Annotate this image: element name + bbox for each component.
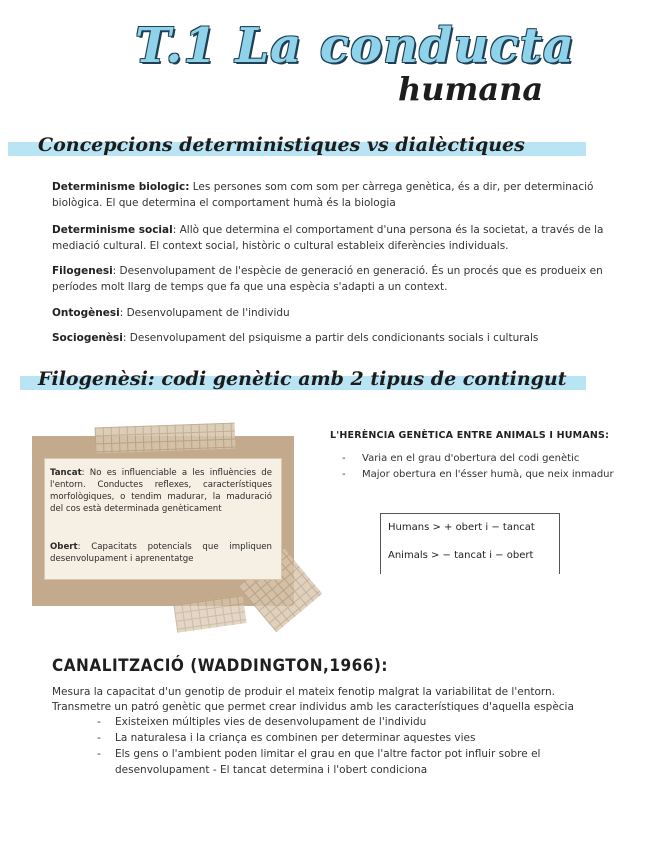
definition-text: : Desenvolupament de l'espècie de generació en generació. És un procés que es produeix en períodes molt llarg de temps que fa que una espècia s'adapti a un context. xyxy=(52,265,603,293)
list-item: - Existeixen múltiples vies de desenvolupament de l'individu xyxy=(97,714,577,730)
term: Determinisme biologic: xyxy=(52,181,190,193)
definition-text: Les persones som com som per càrrega genètica, és a dir, per determinació biològica. El que determina el comportament humà és la biologia xyxy=(52,181,594,209)
page-title: T.1 La conducta xyxy=(135,18,576,74)
definition-determinisme-biologic xyxy=(52,179,607,211)
list-item: - Els gens o l'ambient poden limitar el grau en que l'altre factor pot influir sobre el desenvolupament - El tancat determina i l'obert condiciona xyxy=(97,746,577,778)
heritage-heading: L'HERÈNCIA GENÈTICA ENTRE ANIMALS I HUMANS: xyxy=(330,430,610,441)
note-text: : Capacitats potencials que impliquen desenvolupament i aprenentatge xyxy=(50,542,272,564)
list-item: - La naturalesa i la criança es combinen per determinar aquestes vies xyxy=(97,730,577,746)
list-item: - Major obertura en l'ésser humà, que neix inmadur xyxy=(340,467,640,483)
term: Tancat xyxy=(50,468,82,478)
term: Obert xyxy=(50,542,78,552)
paragraph-line: Transmetre un patró genètic que permet crear individus amb les característiques d'aquella espècia xyxy=(52,701,574,713)
definition-determinisme-social xyxy=(52,222,607,254)
heritage-list xyxy=(340,451,640,483)
tape-decoration xyxy=(95,423,236,454)
table-row: Humans > + obert i − tancat xyxy=(388,522,535,533)
definition-filogenesi xyxy=(52,263,607,295)
table-row: Animals > − tancat i − obert xyxy=(388,550,534,561)
note-tancat xyxy=(50,467,272,515)
canalitzacio-list xyxy=(97,714,577,778)
definition-text: : Allò que determina el comportament d'una persona és la societat, a través de la mediació cultural. El context social, històric o cultural estableix diferències individuals. xyxy=(52,224,604,252)
section2-heading: Filogenèsi: codi genètic amb 2 tipus de contingut xyxy=(38,368,567,390)
note-text: : No es influenciable a les influències de l'entorn. Conductes reflexes, característiques morfològiques, o tendim madurar, la maduració del cos està determinada genèticament xyxy=(50,468,272,514)
definition-ontogenesi xyxy=(52,305,607,321)
paragraph-line: Mesura la capacitat d'un genotip de produir el mateix fenotip malgrat la variabilitat de l'entorn. xyxy=(52,686,556,698)
definition-text: : Desenvolupament de l'individu xyxy=(119,307,290,319)
section3-heading: CANALITZACIÓ (WADDINGTON,1966): xyxy=(52,656,389,676)
term: Determinisme social xyxy=(52,224,173,236)
section1-heading: Concepcions deterministiques vs dialèctiques xyxy=(38,134,525,156)
page-subtitle: humana xyxy=(398,70,544,108)
definition-sociogenesi xyxy=(52,330,607,346)
definition-text: : Desenvolupament del psiquisme a partir dels condicionants socials i culturals xyxy=(122,332,539,344)
list-item: - Varia en el grau d'obertura del codi genètic xyxy=(340,451,640,467)
term: Filogenesi xyxy=(52,265,113,277)
term: Sociogenèsi xyxy=(52,332,123,344)
term: Ontogènesi xyxy=(52,307,120,319)
note-obert xyxy=(50,541,272,565)
